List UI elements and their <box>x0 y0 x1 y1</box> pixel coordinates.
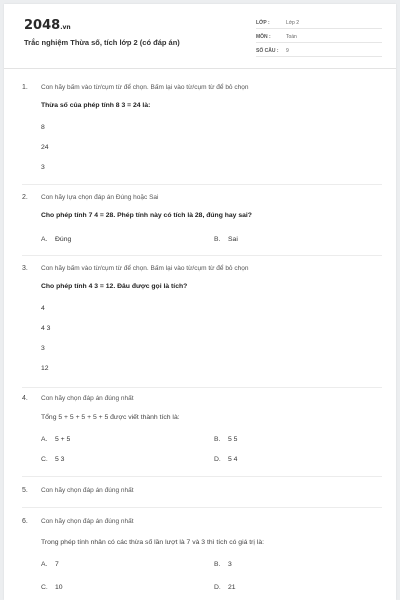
option-b[interactable]: B. 5 5 <box>214 436 238 443</box>
divider <box>22 476 382 477</box>
option-b[interactable]: B. 3 <box>214 561 232 568</box>
divider <box>22 507 382 508</box>
selectable-item[interactable]: 4 3 <box>41 325 51 332</box>
option-a[interactable]: A. Đúng <box>41 236 72 243</box>
meta-subject: MÔN : Toán <box>256 32 382 43</box>
selectable-item[interactable]: 24 <box>41 144 49 151</box>
divider <box>22 387 382 388</box>
meta-question-count: SỐ CÂU : 9 <box>256 46 382 57</box>
document-page: 2048.vn Trắc nghiệm Thừa số, tích lớp 2 (có đáp án) LỚP : Lớp 2 MÔN : Toán SỐ CÂU : 9 1. Con hãy bấm vào từ/cụm từ để chọn. Bấm lại vào từ/cụm từ để bỏ chọn Thừa số của phép tính 8 3 = 24 là: 8 24 3 2. Con hãy lựa chọn đáp án Đúng hoặc Sai Cho phép tính 7 4 = 28. Phép tính này có tích là 28, đúng hay sai? A. Đúng B. Sai 3. Con hãy bấm vào từ/cụm từ để chọn. Bấm lại vào từ/cụm từ để bỏ chọn Cho phép tính 4 3 = 12. Đâu được gọi là tích? 4 4 3 3 12 4. Con hãy chọn đáp án đúng nhất Tổng 5 + 5 + 5 + 5 + 5 được viết thành tích là: A. 5 + 5 B. 5 5 C. 5 3 D. 5 4 5. Con hãy chọn đáp án đúng nhất 6. Con hãy chọn đáp án đúng nhất Trong phép tính nhân có các thừa số lần lượt là 7 và 3 thì tích có giá trị là: A. 7 B. 3 C. 10 D. 21 <box>4 4 396 600</box>
option-c[interactable]: C. 5 3 <box>41 456 65 463</box>
selectable-item[interactable]: 4 <box>41 305 45 312</box>
selectable-item[interactable]: 12 <box>41 365 49 372</box>
option-b[interactable]: B. Sai <box>214 236 238 243</box>
divider <box>22 255 382 256</box>
meta-class: LỚP : Lớp 2 <box>256 18 382 29</box>
option-d[interactable]: D. 21 <box>214 584 236 591</box>
document-title: Trắc nghiệm Thừa số, tích lớp 2 (có đáp án) <box>24 38 180 47</box>
option-a[interactable]: A. 7 <box>41 561 59 568</box>
option-a[interactable]: A. 5 + 5 <box>41 436 71 443</box>
selectable-item[interactable]: 3 <box>41 345 45 352</box>
selectable-item[interactable]: 8 <box>41 124 45 131</box>
option-c[interactable]: C. 10 <box>41 584 63 591</box>
site-logo[interactable]: 2048.vn <box>24 18 71 33</box>
document-header <box>4 4 396 69</box>
divider <box>22 184 382 185</box>
selectable-item[interactable]: 3 <box>41 164 45 171</box>
option-d[interactable]: D. 5 4 <box>214 456 238 463</box>
